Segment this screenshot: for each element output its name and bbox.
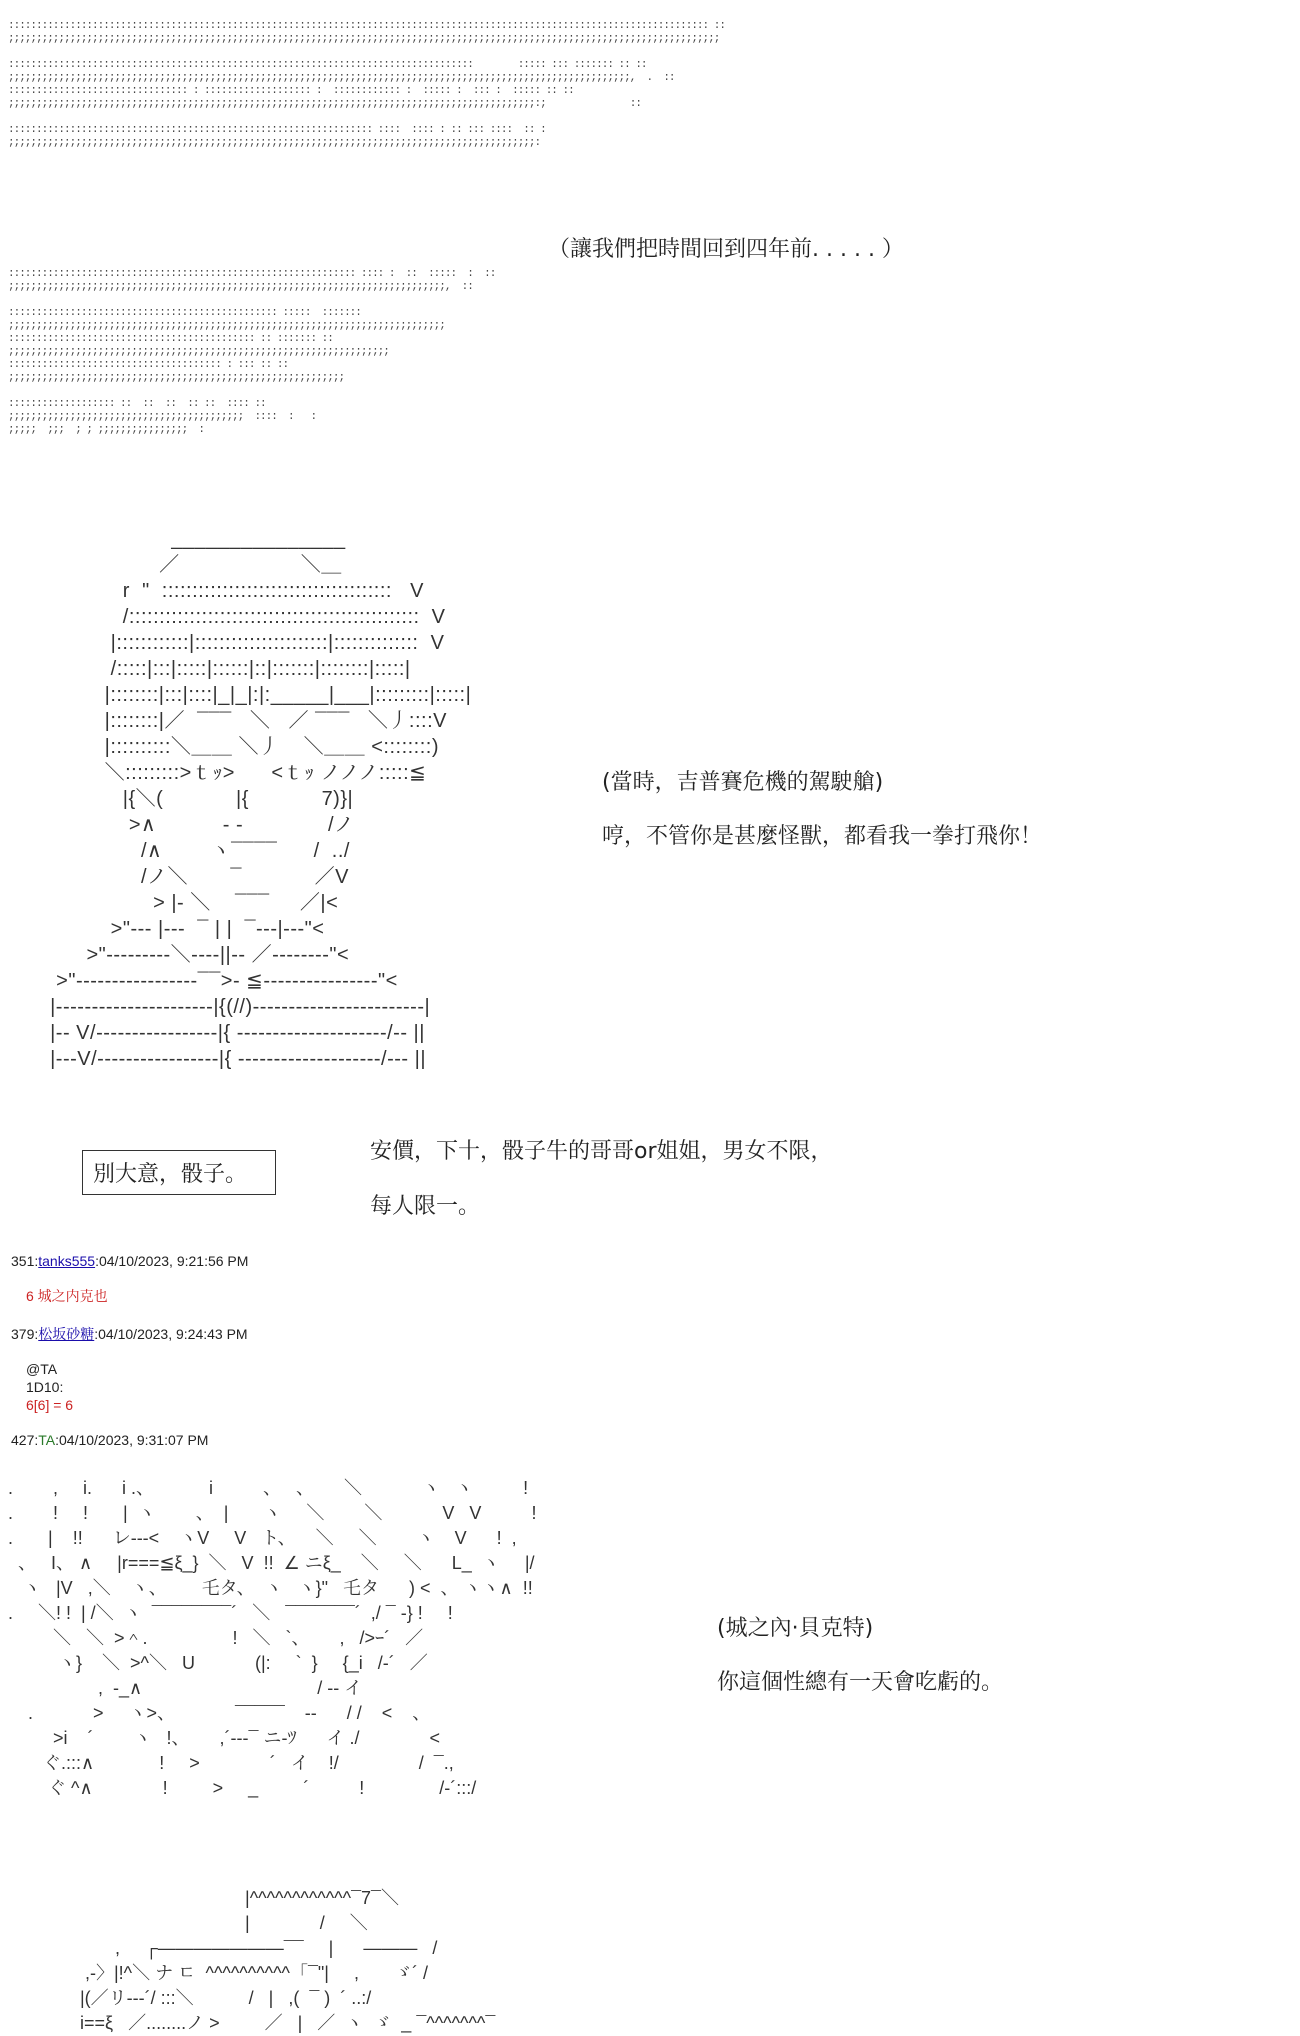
post-body-351 — [26, 1287, 108, 1305]
post-header-427: 427:TA:04/10/2023, 9:31:07 PM — [11, 1432, 209, 1448]
character-ascii-art-1: _______________ ／ ＼＿ r " :::::::::::::::::::::::::::::::::::::: V /:::::::::::::::::::::::::::::::::::::::::::::::: V |::::::::::::|::::::::::::::::::::::|:::::::::::::: V /:::::|:::|:::::|::::::|::|:::::::|::::::::|:::::| |::::::::|:::|::::|_|_|:|:_____|___|:::::::::|:::::| |::::::::|／ ¯¯¯ ＼ ／ ¯¯¯ ＼丿::::V |::::::::::＼＿＿ ＼丿 ＼＿＿ <::::::::) ＼:::::::::>ｔｯ> <ｔｯ ノノノ:::::≦ |{＼( |{ 7)}| >∧ - - /ノ /∧ ヽ¯¯¯¯ / ../ /ノ＼ ¯ ／V > |- ＼ ¯¯¯ ／|< >"--- |--- ¯ | | ¯---|---"< >"---------＼----||-- ／--------"< >"-----------------¯¯>- ≦----------------"< |----------------------|{(//)------------------------| |-- V/-----------------|{ ---------------------/-- || |---V/-----------------|{ --------------------/--- || — [50, 528, 472, 1070]
post-author-name: TA — [38, 1432, 56, 1448]
ascii-texture-top: ::::::::::::::::::::::::::::::::::::::::::::::::::::::::::::::::::::::::::::::::::::::::::::::::::::::::::::::::::::::::::::: :: ;;;;;;;;;;;;;;;;;;;;;;;;;;;;;;;;;;;;;;;;;;;;;;;;;;;;;;;;;;;;;;;;;;;;;;;;;;;;;;;;;;;;;;;;;;;;;;;;;;;;;;;;;;;;;;;;;;;;;;;;;;;;;;; ::::::::::::::::::::::::::::::::::::::::::::::::::::::::::::::::::::::::::::::::::: ::::: ::: ::::::: :: :: ;;;;;;;;;;;;;;;;;;;;;;;;;;;;;;;;;;;;;;;;;;;;;;;;;;;;;;;;;;;;;;;;;;;;;;;;;;;;;;;;;;;;;;;;;;;;;;;;;;;;;;;;;;;;;;;, . :: :::::::::::::::::::::::::::::::: : ::::::::::::::::::: : :::::::::::: : ::::: : ::: : ::::: :: :: ;;;;;;;;;;;;;;;;;;;;;;;;;;;;;;;;;;;;;;;;;;;;;;;;;;;;;;;;;;;;;;;;;;;;;;;;;;;;;;;;;;;;;;;;;;;;;;:; :: ::::::::::::::::::::::::::::::::::::::::::::::::::::::::::::::::: :::: :::: : :: ::: :::: :: : ;;;;;;;;;;;;;;;;;;;;;;;;;;;;;;;;;;;;;;;;;;;;;;;;;;;;;;;;;;;;;;;;;;;;;;;;;;;;;;;;;;;;;;;;;;;;;;: — [8, 20, 725, 149]
post-author-link[interactable]: tanks555 — [38, 1253, 96, 1269]
post-header-379: 379:松坂砂糖:04/10/2023, 9:24:43 PM — [11, 1326, 248, 1342]
post-body-line: 6 城之内克也 — [26, 1288, 108, 1304]
post-body-379 — [26, 1360, 73, 1414]
scene1-dialogue-line: 哼，不管你是甚麼怪獸，都看我一拳打飛你！ — [602, 824, 1043, 849]
post-number: 351 — [11, 1253, 35, 1269]
ascii-texture-middle: :::::::::::::::::::::::::::::::::::::::::::::::::::::::::::::: :::: : :: ::::: : :: ;;;;;;;;;;;;;;;;;;;;;;;;;;;;;;;;;;;;;;;;;;;;;;;;;;;;;;;;;;;;;;;;;;;;;;;;;;;;;;, :: :::::::::::::::::::::::::::::::::::::::::::::::: ::::: ::::::: ;;;;;;;;;;;;;;;;;;;;;;;;;;;;;;;;;;;;;;;;;;;;;;;;;;;;;;;;;;;;;;;;;;;;;;;;;;;;;; :::::::::::::::::::::::::::::::::::::::::::: :: ::::::: :: ;;;;;;;;;;;;;;;;;;;;;;;;;;;;;;;;;;;;;;;;;;;;;;;;;;;;;;;;;;;;;;;;;;;; :::::::::::::::::::::::::::::::::::::: : ::: :: :: ;;;;;;;;;;;;;;;;;;;;;;;;;;;;;;;;;;;;;;;;;;;;;;;;;;;;;;;;;;;; ::::::::::::::::::: :: :: :: :: :: :::: :: ;;;;;;;;;;;;;;;;;;;;;;;;;;;;;;;;;;;;;;;;;; :::: : : ;;;;; ;;; ; ; ;;;;;;;;;;;;;;;; : — [8, 268, 496, 436]
post-body-line: @TA — [26, 1361, 58, 1377]
scene1-speaker-caption: (當時，吉普賽危機的駕駛艙) — [602, 770, 884, 795]
dice-request-line-1: 安價，下十，骰子牛的哥哥or姐姐，男女不限， — [370, 1139, 833, 1164]
dice-request-line-2: 每人限一。 — [370, 1194, 481, 1219]
post-body-line: 1D10: — [26, 1379, 64, 1395]
partial-ascii-art-bottom: |^^^^^^^^^^^^¯7¯＼ | / ＼ , ┌———————¯¯ | ――― / ,-〉|!^＼ ナ ㄷ ^^^^^^^^^^「¯"| , ゞ´ / |(／リ---´/ :::＼ / | ,( ¯ ) ´ ..:/ i==ξ ／........ノ > ／ | ／ ヽ ゞ _ ¯^^^^^^^¯ — [80, 1888, 496, 2033]
flashback-narration: （讓我們把時間回到四年前. . . . . ） — [548, 237, 904, 262]
dice-result-line: 6[6] = 6 — [26, 1397, 74, 1413]
post-timestamp: 04/10/2023, 9:31:07 PM — [59, 1432, 209, 1448]
post-number: 427 — [11, 1432, 35, 1448]
post-timestamp: 04/10/2023, 9:21:56 PM — [98, 1253, 249, 1269]
character-ascii-art-2: . , i. i .、 i 、 、 ＼ ヽ ヽ ! . ! ! | ヽ 、 | ヽ ＼ ＼ V V ! . | !! レ---< ヽV V ト、 ＼ ＼ ヽ V ! , 、 I、 ∧ |r===≦ξ_} ＼ V !! ∠ ニξ_ ＼ ＼ L_ ヽ |/ ヽ |V ,＼ ヽ、 乇タ、 ヽ ヽ}" 乇タ ) < 、 ヽヽ∧ !! . ＼! ! | /＼ ヽ ¯¯¯¯¯¯¯¯´ ＼ ¯¯¯¯¯¯¯´ ,/ ¯ -} ! ! ＼ ＼ >＾. ! ＼ `、 , />ｰ´ ／ ヽ} ＼ >^＼ U (|: ` } {_i /-´ ／ , -_∧ / -- イ . > ヽ>、 ¯¯¯¯¯ -- / / < 、 >i ´ ヽ !、 ,´---¯ ニ-ﾂ イ ./ < ぐ.:::∧ ! > ´ イ !/ / ¯., ぐ ^∧ ! > _ ´ ! /-´:::/ — [8, 1478, 537, 1798]
post-author-link[interactable]: 松坂砂糖 — [38, 1326, 95, 1342]
scene2-speaker-caption: (城之內·貝克特) — [717, 1616, 874, 1641]
aside-dialogue-box: 別大意，骰子。 — [82, 1150, 276, 1195]
post-timestamp: 04/10/2023, 9:24:43 PM — [98, 1326, 248, 1342]
post-header-351: 351:tanks555:04/10/2023, 9:21:56 PM — [11, 1253, 249, 1269]
post-number: 379 — [11, 1326, 35, 1342]
scene2-dialogue-line: 你這個性總有一天會吃虧的。 — [717, 1670, 1004, 1695]
